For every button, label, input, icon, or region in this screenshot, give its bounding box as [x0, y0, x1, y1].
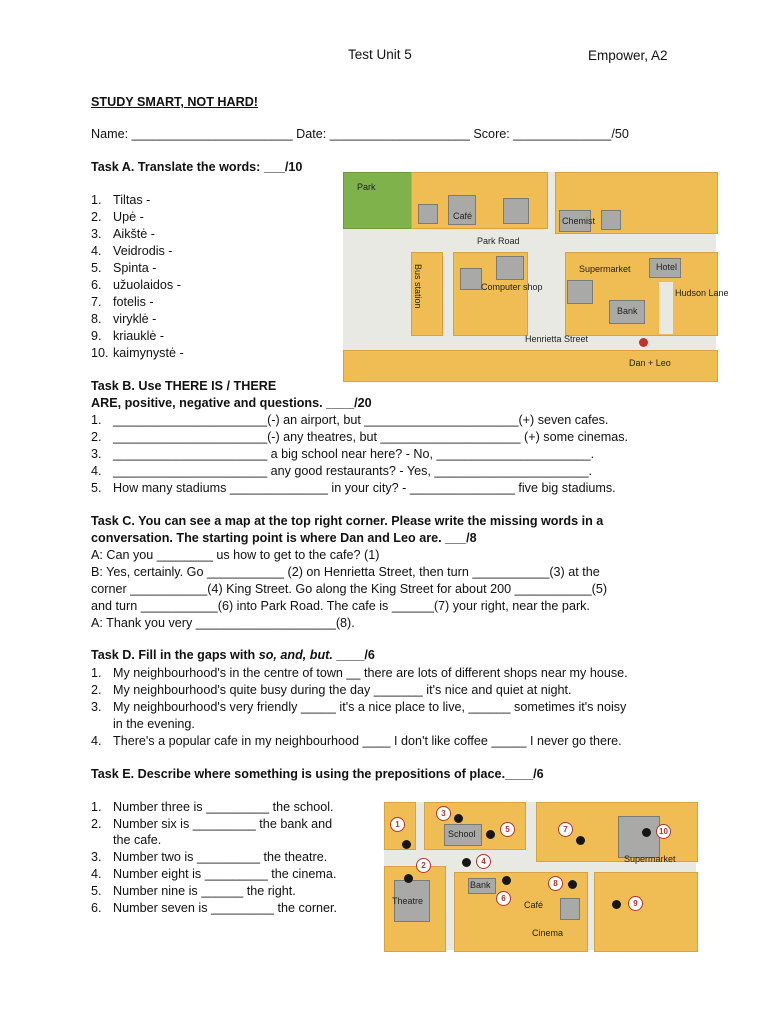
map-label-bank: Bank [470, 880, 491, 890]
task-c-line: A: Can you ________ us how to get to the cafe? (1) [91, 548, 380, 562]
town-map-image [343, 172, 729, 380]
map-label-cafe: Café [524, 900, 544, 910]
map-number-5: 5 [500, 822, 515, 837]
map-building [418, 204, 438, 224]
map-dot [642, 828, 651, 837]
supermarket-building [618, 816, 660, 858]
map-dot [486, 830, 495, 839]
task-a-title: Task A. Translate the words: ___/10 [91, 160, 303, 174]
map-number-9: 9 [628, 896, 643, 911]
map-block [594, 872, 698, 952]
map-label-cafe: Café [453, 211, 473, 221]
map-label-supermarket: Supermarket [579, 264, 631, 274]
map-number-6: 6 [496, 891, 511, 906]
map-label-chemist: Chemist [562, 216, 596, 226]
map-label-school: School [448, 829, 476, 839]
map-number-8: 8 [548, 876, 563, 891]
map-label-bus-station: Bus station [413, 264, 423, 309]
map-dot [612, 900, 621, 909]
task-c-line: A: Thank you very ____________________(8). [91, 616, 355, 630]
task-c-line: and turn ___________(6) into Park Road. The cafe is ______(7) your right, near the park. [91, 599, 590, 613]
map-building [496, 256, 524, 280]
map-label-park: Park [357, 182, 376, 192]
course-name: Empower, A2 [588, 48, 668, 63]
map-label-supermarket: Supermarket [624, 854, 676, 864]
map-number-4: 4 [476, 854, 491, 869]
cinema-building [560, 898, 580, 920]
map-label-park-road: Park Road [477, 236, 520, 246]
map-dot [404, 874, 413, 883]
task-c-title-line2: conversation. The starting point is where Dan and Leo are. ___/8 [91, 531, 477, 545]
map-label-bank: Bank [617, 306, 638, 316]
map-dot [568, 880, 577, 889]
motto: STUDY SMART, NOT HARD! [91, 95, 258, 109]
map-label-henrietta-street: Henrietta Street [525, 334, 589, 344]
map-number-3: 3 [436, 806, 451, 821]
map-dot [502, 876, 511, 885]
task-b-title-line2: ARE, positive, negative and questions. ____/20 [91, 396, 372, 410]
start-point-marker [639, 338, 648, 347]
map-label-hudson-lane: Hudson Lane [675, 288, 729, 298]
name-date-score-line: Name: _______________________ Date: ____________________ Score: ______________/50 [91, 127, 629, 141]
test-title: Test Unit 5 [348, 47, 412, 62]
task-e-title: Task E. Describe where something is using the prepositions of place.____/6 [91, 767, 544, 781]
map-dot [462, 858, 471, 867]
map-label-dan-leo: Dan + Leo [629, 358, 671, 368]
task-b-title-line1: Task B. Use THERE IS / THERE [91, 379, 277, 393]
map-building [567, 280, 593, 304]
map-number-7: 7 [558, 822, 573, 837]
hudson-lane-road [659, 282, 673, 334]
map-label-theatre: Theatre [392, 896, 424, 906]
map-building [601, 210, 621, 230]
map-dot [402, 840, 411, 849]
map-label-hotel: Hotel [656, 262, 678, 272]
map-number-10: 10 [656, 824, 671, 839]
task-c-line: corner ___________(4) King Street. Go along the King Street for about 200 ___________(5) [91, 582, 608, 596]
map-label-computer-shop: Computer shop [481, 282, 543, 292]
task-d-title: Task D. Fill in the gaps with so, and, but. ____/6 [91, 648, 375, 662]
computer-shop-building [460, 268, 482, 290]
map-number-1: 1 [390, 817, 405, 832]
map-label-cinema: Cinema [532, 928, 564, 938]
task-c-title-line1: Task C. You can see a map at the top right corner. Please write the missing words in a [91, 514, 604, 528]
map-dot [454, 814, 463, 823]
prepositions-map-image [384, 802, 696, 950]
map-dot [576, 836, 585, 845]
map-building [503, 198, 529, 224]
park-block [343, 172, 413, 229]
task-c-line: B: Yes, certainly. Go ___________ (2) on Henrietta Street, then turn ___________(3) at the [91, 565, 600, 579]
map-number-2: 2 [416, 858, 431, 873]
